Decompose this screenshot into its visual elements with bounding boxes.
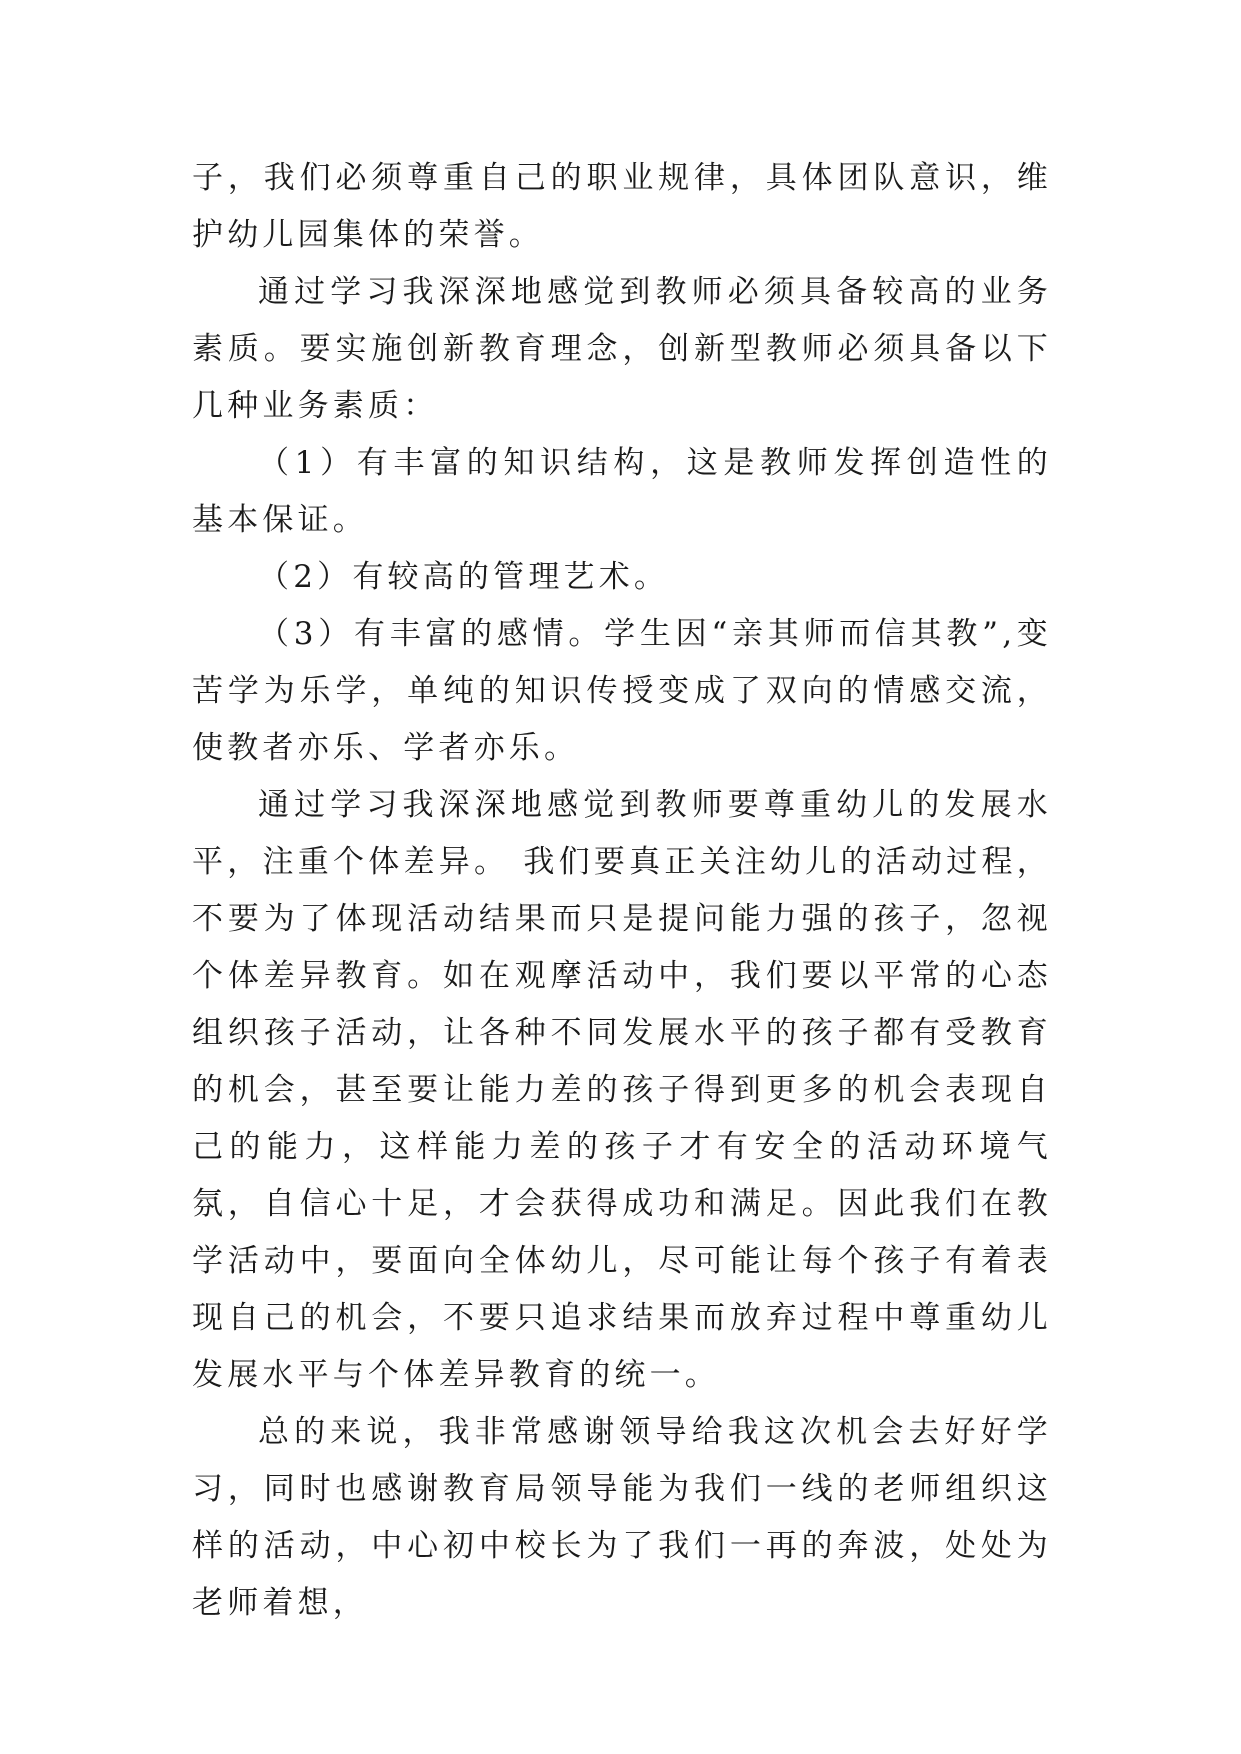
list-item-knowledge-structure: （1）有丰富的知识结构，这是教师发挥创造性的基本保证。 <box>192 445 1052 538</box>
paragraph-conclusion: 总的来说，我非常感谢领导给我这次机会去好好学习，同时也感谢教育局领导能为我们一线的老师组织这样的活动，中心初中校长为了我们一再的奔波，处处为老师着想， <box>192 1414 1052 1621</box>
list-item-management-art: （2）有较高的管理艺术。 <box>258 559 670 595</box>
list-item-rich-emotion: （3）有丰富的感情。学生因“亲其师而信其教”,变苦学为乐学，单纯的知识传授变成了双向的情感交流，使教者亦乐、学者亦乐。 <box>192 616 1052 766</box>
paragraph-individual-differences: 通过学习我深深地感觉到教师要尊重幼儿的发展水平，注重个体差异。 我们要真正关注幼儿的活动过程，不要为了体现活动结果而只是提问能力强的孩子，忽视个体差异教育。如在观摩活动中，我们要以平常的心态组织孩子活动，让各种不同发展水平的孩子都有受教育的机会，甚至要让能力差的孩子得到更多的机会表现自己的能力，这样能力差的孩子才有安全的活动环境气氛，自信心十足，才会获得成功和满足。因此我们在教学活动中，要面向全体幼儿，尽可能让每个孩子有着表现自己的机会，不要只追求结果而放弃过程中尊重幼儿发展水平与个体差异教育的统一。 <box>192 787 1052 1393</box>
paragraph-business-quality: 通过学习我深深地感觉到教师必须具备较高的业务素质。要实施创新教育理念，创新型教师必须具备以下几种业务素质： <box>192 274 1052 424</box>
document-page <box>192 150 1052 1632</box>
paragraph-continuation: 子，我们必须尊重自己的职业规律，具体团队意识，维护幼儿园集体的荣誉。 <box>192 160 1052 253</box>
